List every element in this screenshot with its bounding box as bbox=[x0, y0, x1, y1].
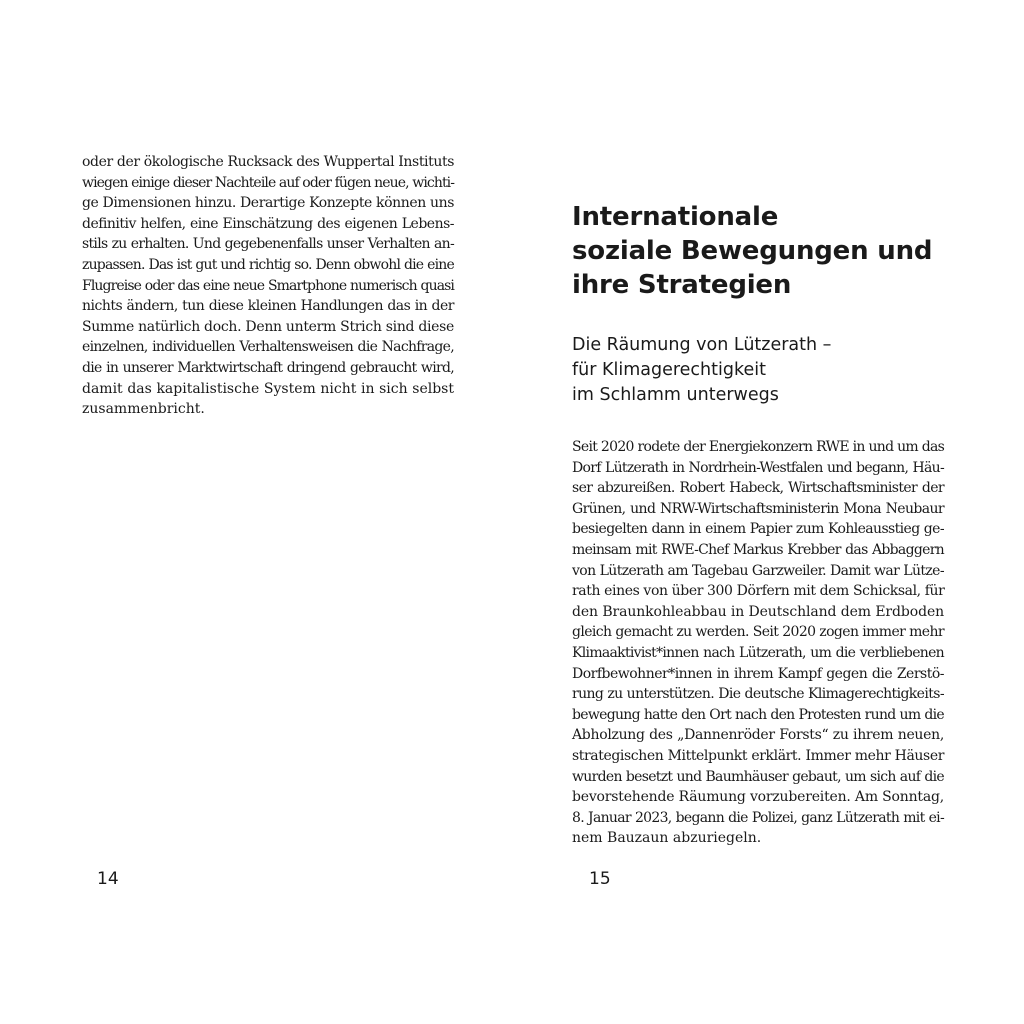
page-number: 15 bbox=[589, 869, 611, 889]
chapter-title-line: soziale Bewegungen und bbox=[572, 236, 933, 266]
text-line: wiegen einige dieser Nachteile auf oder fügen neue, wichti- bbox=[82, 174, 455, 191]
text-line: Dorf Lützerath in Nordrhein-Westfalen und begann, Häu- bbox=[572, 459, 944, 476]
text-line: rath eines von über 300 Dörfern mit dem Schicksal, für bbox=[572, 583, 945, 600]
text-line: Seit 2020 rodete der Energiekonzern RWE in und um das bbox=[572, 439, 945, 455]
right-page bbox=[512, 0, 1024, 1024]
text-line: bevorstehende Räumung vorzubereiten. Am Sonntag, bbox=[572, 789, 944, 806]
text-line: oder der ökologische Rucksack des Wuppertal Instituts bbox=[82, 154, 454, 170]
text-line: 8. Januar 2023, begann die Polizei, ganz Lützerath mit ei- bbox=[572, 809, 944, 826]
text-line: stils zu erhalten. Und gegebenenfalls unser Verhalten an- bbox=[82, 236, 454, 253]
subtitle-line: im Schlamm unterwegs bbox=[572, 385, 779, 405]
text-line: strategischen Mittelpunkt erklärt. Immer mehr Häuser bbox=[572, 747, 944, 764]
text-line: rung zu unterstützen. Die deutsche Klimagerechtigkeits- bbox=[572, 686, 944, 703]
page-number: 14 bbox=[97, 869, 119, 889]
chapter-title bbox=[572, 200, 992, 302]
text-line: gleich gemacht zu werden. Seit 2020 zogen immer mehr bbox=[572, 624, 944, 641]
text-line: Grünen, und NRW-Wirtschaftsministerin Mona Neubaur bbox=[572, 500, 944, 517]
text-line: Abholzung des „Dannenröder Forsts“ zu ihrem neuen, bbox=[572, 727, 944, 744]
text-line: zupassen. Das ist gut und richtig so. Denn obwohl die eine bbox=[82, 256, 454, 273]
text-line: nichts ändern, tun diese kleinen Handlungen das in der bbox=[82, 298, 454, 315]
text-line: Dorfbewohner*innen in ihrem Kampf gegen die Zerstö- bbox=[572, 665, 944, 682]
text-line: einzelnen, individuellen Verhaltensweisen die Nachfrage, bbox=[82, 339, 454, 356]
text-line: die in unserer Marktwirtschaft dringend gebraucht wird, bbox=[82, 359, 454, 376]
chapter-title-line: Internationale bbox=[572, 202, 779, 232]
text-line: Flugreise oder das eine neue Smartphone numerisch quasi bbox=[82, 277, 454, 294]
subtitle-line: Die Räumung von Lützerath – bbox=[572, 335, 832, 355]
text-line: den Braunkohleabbau in Deutschland dem Erdboden bbox=[572, 603, 945, 620]
right-page-body-text bbox=[572, 437, 944, 849]
text-line: ser abzureißen. Robert Habeck, Wirtschaftsminister der bbox=[572, 480, 944, 497]
text-line: Klimaaktivist*innen nach Lützerath, um die verbliebenen bbox=[572, 644, 944, 661]
text-line: nem Bauzaun abzuriegeln. bbox=[572, 830, 762, 847]
text-line: besiegelten dann in einem Papier zum Kohleausstieg ge- bbox=[572, 521, 944, 538]
text-line: meinsam mit RWE-Chef Markus Krebber das Abbaggern bbox=[572, 541, 944, 558]
text-line: bewegung hatte den Ort nach den Protesten rund um die bbox=[572, 706, 944, 723]
left-page-body-text bbox=[82, 152, 454, 420]
chapter-title-line: ihre Strategien bbox=[572, 270, 792, 300]
text-line: ge Dimensionen hinzu. Derartige Konzepte können uns bbox=[82, 195, 454, 212]
text-line: damit das kapitalistische System nicht in sich selbst bbox=[82, 380, 454, 397]
section-subtitle bbox=[572, 333, 992, 408]
text-line: wurden besetzt und Baumhäuser gebaut, um sich auf die bbox=[572, 768, 944, 785]
text-line: von Lützerath am Tagebau Garzweiler. Damit war Lütze- bbox=[572, 562, 944, 579]
text-line: zusammenbricht. bbox=[82, 401, 205, 418]
text-line: definitiv helfen, eine Einschätzung des eigenen Lebens- bbox=[82, 215, 454, 232]
subtitle-line: für Klimagerechtigkeit bbox=[572, 360, 766, 380]
text-line: Summe natürlich doch. Denn unterm Strich sind diese bbox=[82, 318, 455, 335]
